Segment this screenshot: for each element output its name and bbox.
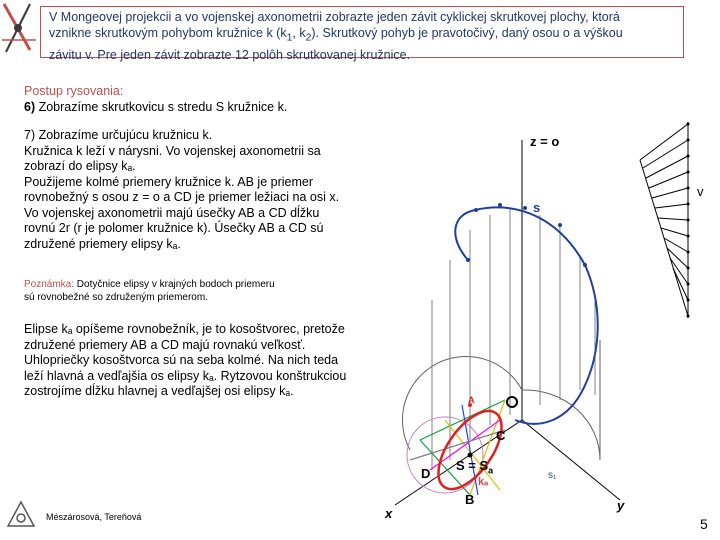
origin-point <box>507 397 517 407</box>
ellipse-text-line: združené priemery AB a CD majú rovnakú veľkosť. <box>24 337 306 352</box>
task-line-3: závitu v. Pre jeden závit zobrazte 12 polôh skrutkovanej kružnice. <box>49 47 411 62</box>
procedure-step-6: 6) Zobrazíme skrutkovicu s stredu S kružnice k. <box>24 99 288 114</box>
step-7-line: Kružnica k leží v nárysni. Vo vojenskej axonometrii sa <box>24 143 321 158</box>
label-C: C <box>496 428 506 443</box>
procedure-heading: Postup rysovania: <box>24 84 124 98</box>
task-line-1: V Mongeovej projekcii a vo vojenskej axonometrii zobrazte jeden závit cyklickej skrutkovej plochy, ktorá <box>49 10 620 24</box>
task-line-2: vznikne skrutkovým pohybom kružnice k ($k_1$, $k_2$). Skrutkový pohyb je pravotočivý, daný osou o a výškou <box>49 26 623 44</box>
university-logo <box>6 500 36 530</box>
center-S <box>468 453 473 458</box>
helix-s <box>455 207 597 423</box>
label-B: B <box>465 492 475 507</box>
label-y: y <box>617 498 625 513</box>
footer-authors: Mészárosová, Tereňová <box>46 512 142 522</box>
label-z-axis: z = o <box>530 134 560 149</box>
ellipse-text-line: Elipse kₐ opíšeme rovnobežník, je to kosoštvorec, pretože <box>24 322 345 336</box>
label-s: s <box>533 200 541 215</box>
label-A: A <box>468 395 475 405</box>
step-7-line: rovnú 2r (r je polomer kružnice k). Úsečky AB a CD sú <box>24 221 324 235</box>
note-line-2: sú rovnobežné so združeným priemerom. <box>24 292 208 303</box>
ellipse-text-line: Uhlopriečky kosoštvorca sú na seba kolmé. Na nich teda <box>24 353 339 367</box>
label-s1: s₁ <box>548 470 557 481</box>
step-7-line: združené priemery elipsy kₐ. <box>24 236 181 251</box>
step-7-line: Vo vojenskej axonometrii majú úsečky AB a CD dĺžku <box>24 205 320 220</box>
label-ka: kₐ <box>478 476 489 488</box>
step-7-line: rovnobežný s osou z = o a CD je priemer ležiaci na osi x. <box>24 190 340 204</box>
label-S-eq: $S = S_a$ <box>456 458 494 476</box>
page-number: 5 <box>700 516 708 532</box>
step-7-line: Použijeme kolmé priemery kružnice k. AB je priemer <box>24 174 313 189</box>
height-v-hatching <box>640 122 688 318</box>
note-line-1: Poznámka: Dotyčnice elipsy v krajných bodoch priemeru <box>24 279 275 290</box>
label-D: D <box>421 466 431 481</box>
step-7-line: zobrazí do elipsy kₐ. <box>24 159 136 173</box>
ellipse-text-line: zostrojíme dĺžku hlavnej a vedľajšej osi elipsy kₐ. <box>24 384 294 398</box>
label-v: v <box>697 184 704 199</box>
step-7-line: 7) Zobrazíme určujúcu kružnicu k. <box>24 128 213 142</box>
label-x: x <box>385 506 393 521</box>
y-axis <box>522 420 620 500</box>
ellipse-text-line: leží hlavná a vedľajšia os elipsy kₐ. Rytzovou konštrukciou <box>24 368 347 383</box>
